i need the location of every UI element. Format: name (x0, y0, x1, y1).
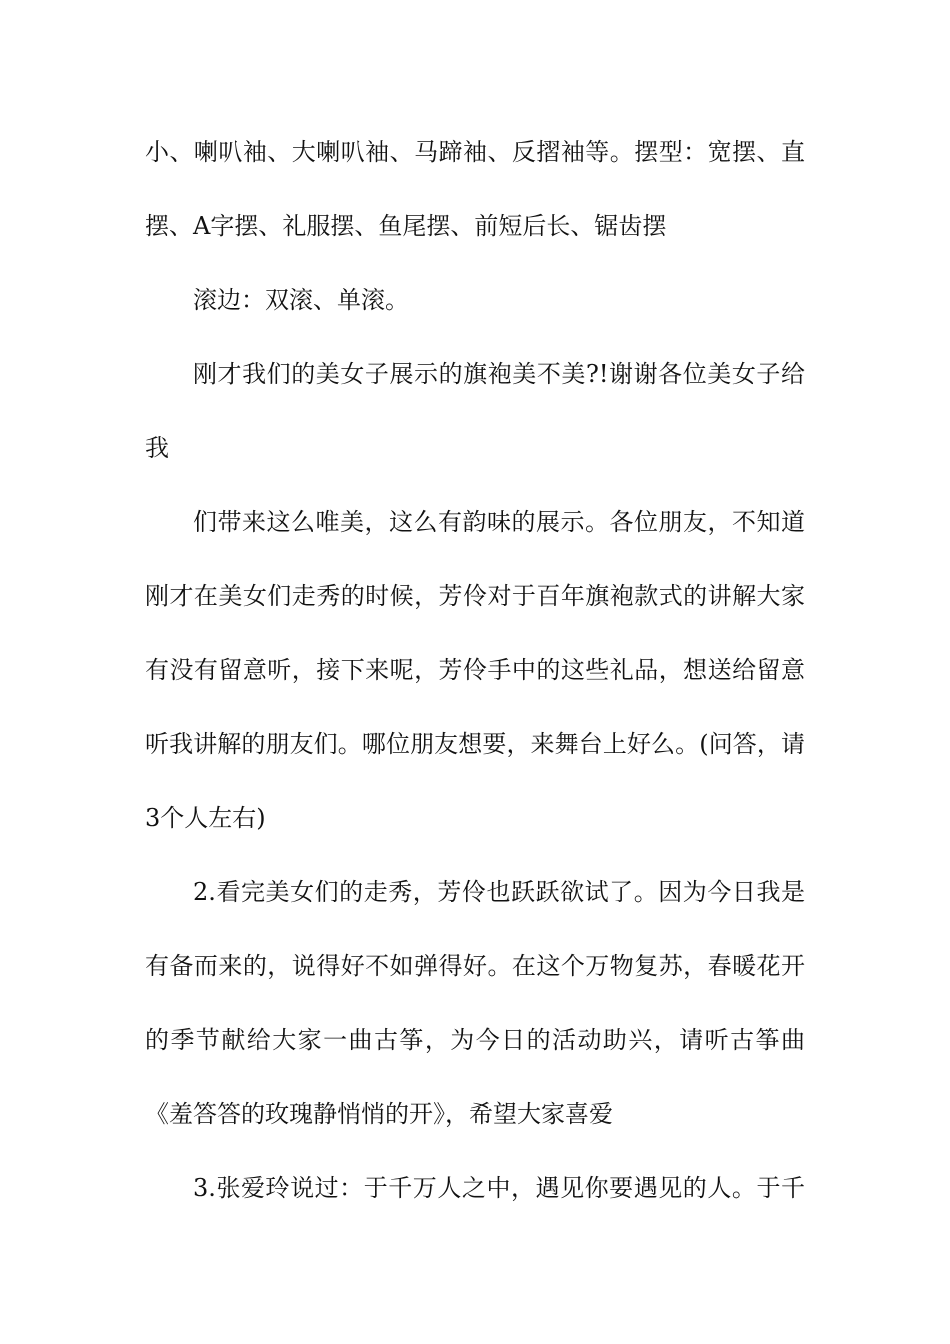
text-line: 们带来这么唯美，这么有韵味的展示。各位朋友，不知道 (193, 508, 805, 536)
text-line: 的季节献给大家一曲古筝，为今日的活动助兴，请听古筝曲 (145, 1026, 805, 1054)
text-line: 听我讲解的朋友们。哪位朋友想要，来舞台上好么。(问答，请 (145, 730, 805, 758)
text-line: 刚才我们的美女子展示的旗袍美不美?!谢谢各位美女子给 (193, 360, 805, 388)
text-line: 摆、A字摆、礼服摆、鱼尾摆、前短后长、锯齿摆 (145, 212, 667, 240)
text-line: 小、喇叭袖、大喇叭袖、马蹄袖、反摺袖等。摆型：宽摆、直 (145, 138, 805, 166)
text-line: 刚才在美女们走秀的时候，芳伶对于百年旗袍款式的讲解大家 (145, 582, 805, 610)
text-line: 3个人左右) (145, 804, 266, 832)
text-line: 《羞答答的玫瑰静悄悄的开》，希望大家喜爱 (145, 1100, 613, 1128)
text-line: 滚边：双滚、单滚。 (193, 286, 409, 314)
text-line: 有备而来的，说得好不如弹得好。在这个万物复苏，春暖花开 (145, 952, 805, 980)
text-line: 2.看完美女们的走秀，芳伶也跃跃欲试了。因为今日我是 (193, 878, 805, 906)
text-line: 3.张爱玲说过：于千万人之中，遇见你要遇见的人。于千 (193, 1174, 805, 1202)
text-line: 我 (145, 434, 169, 462)
text-line: 有没有留意听，接下来呢，芳伶手中的这些礼品，想送给留意 (145, 656, 805, 684)
